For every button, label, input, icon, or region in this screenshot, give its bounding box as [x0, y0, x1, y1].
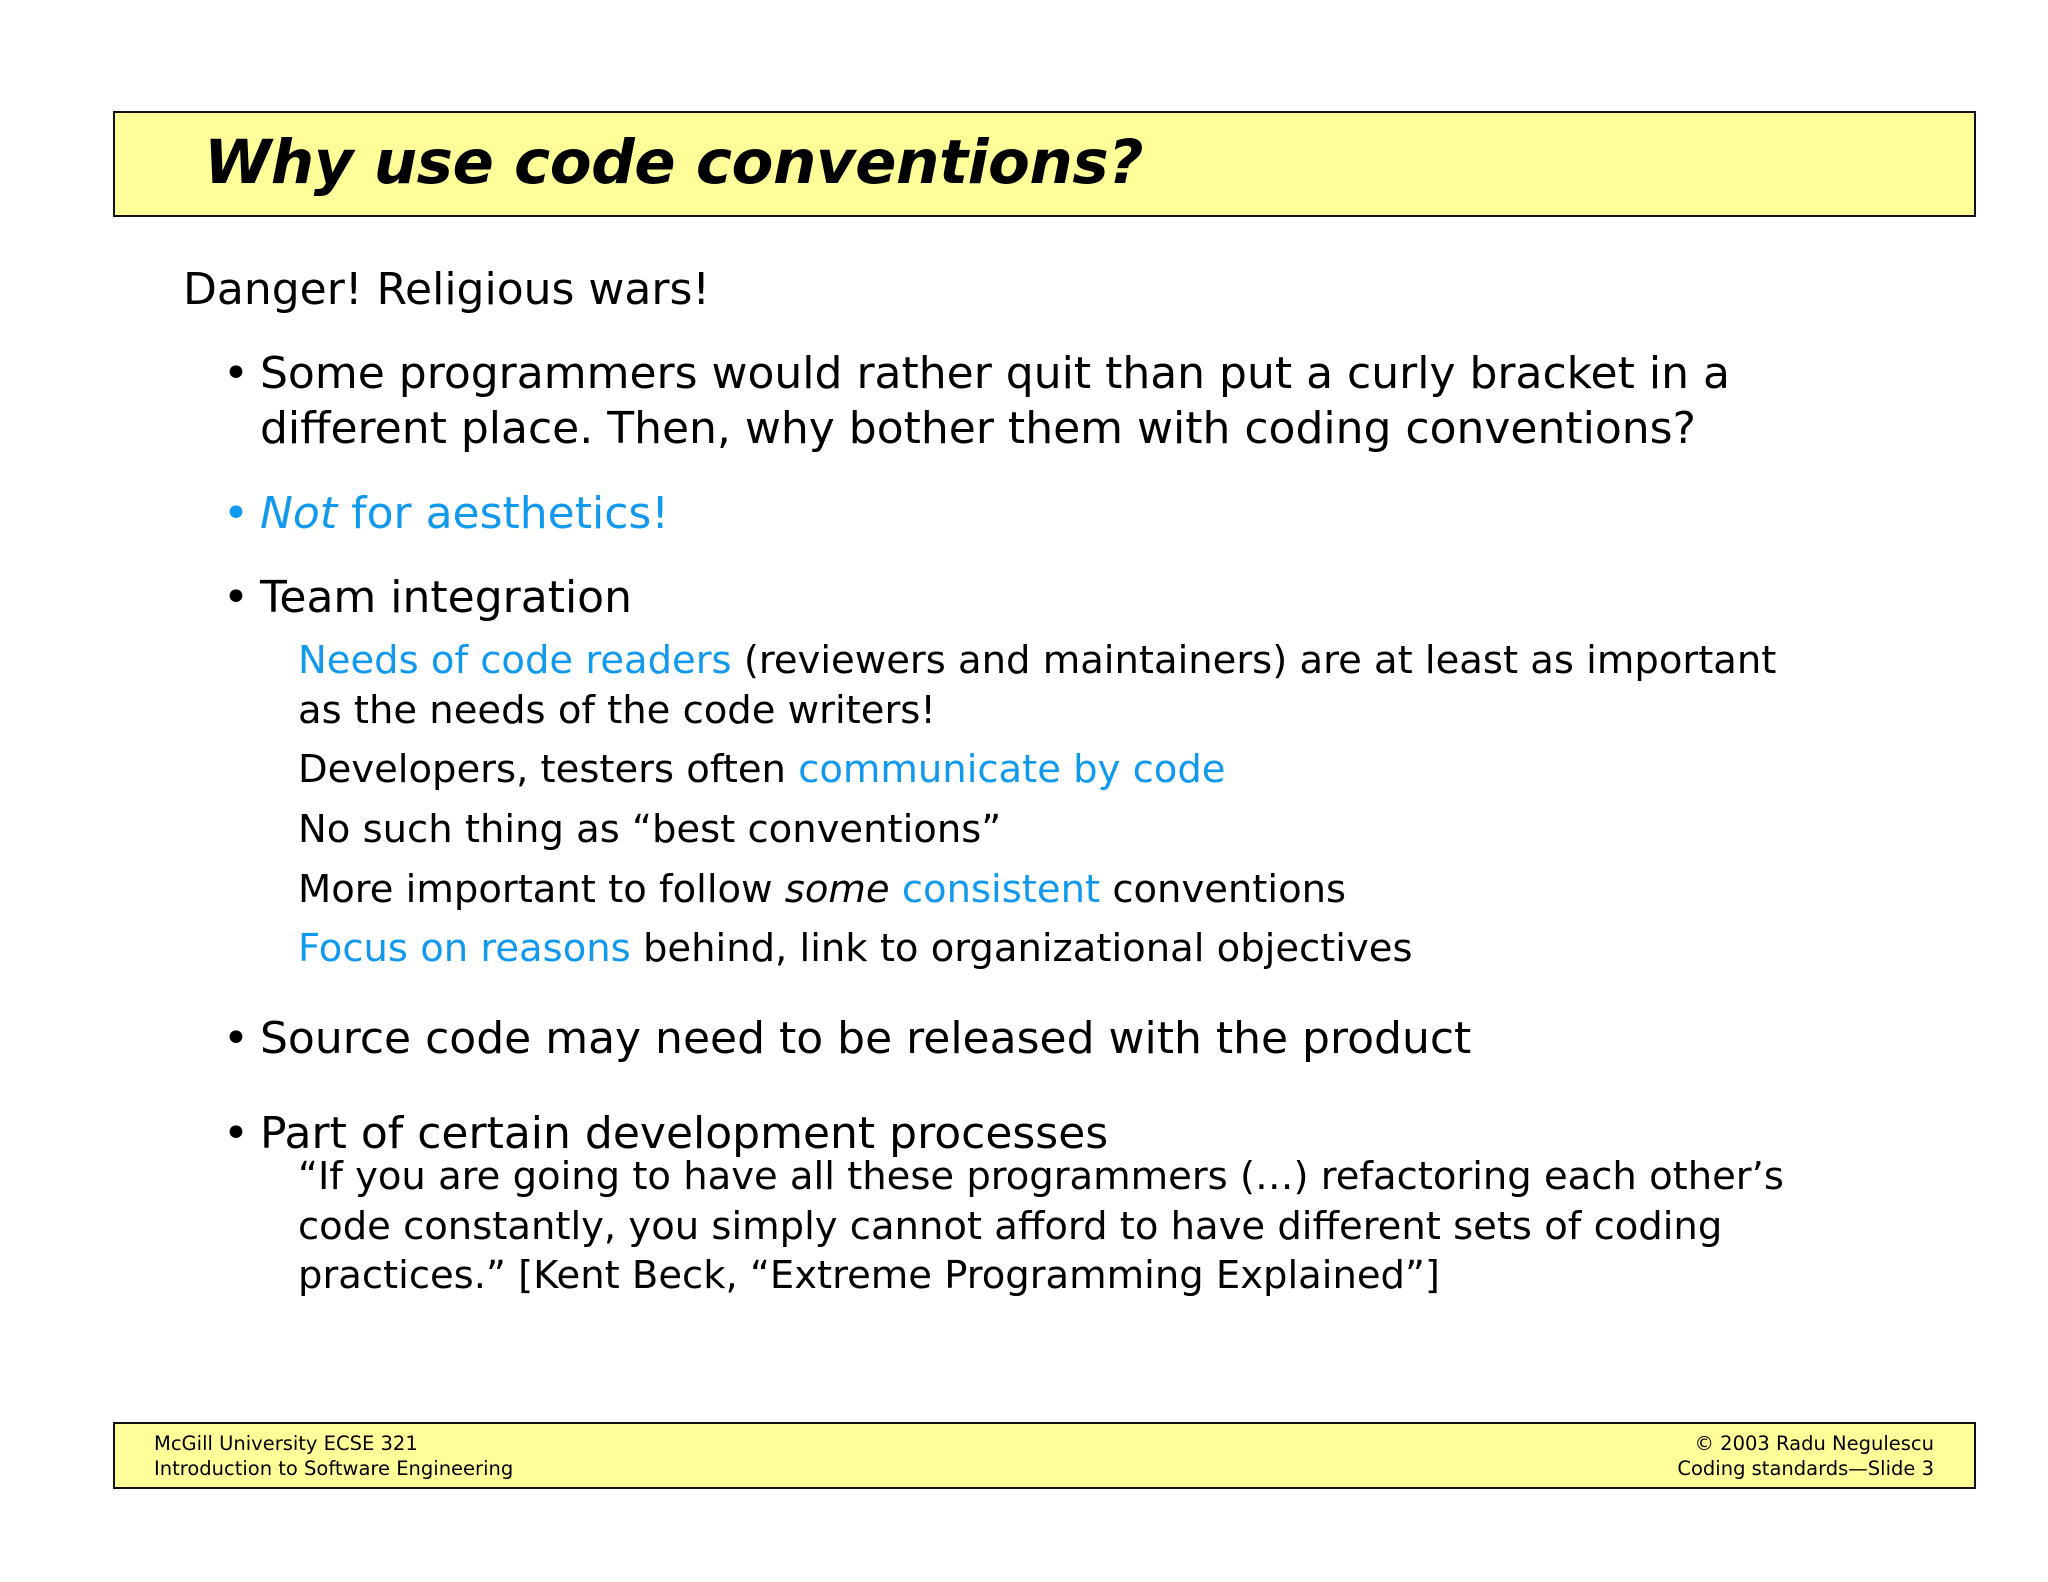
sub-item-4-text: More important to follow — [298, 867, 785, 912]
sub-item-3-text: No such thing as “best conventions” — [298, 807, 1002, 852]
footer-bar — [113, 1422, 1976, 1489]
sub-item-4 — [298, 865, 1346, 915]
bullet-icon: • — [223, 348, 249, 399]
sub-item-2-highlight: communicate by code — [798, 747, 1226, 792]
sub-item-4-italic: some — [784, 867, 890, 912]
bullet-icon: • — [223, 1013, 249, 1064]
sub-item-4-highlight: consistent — [901, 867, 1101, 912]
footer-right — [1677, 1431, 1934, 1481]
sub-item-5 — [298, 924, 1413, 974]
sub-item-5-highlight: Focus on reasons — [298, 926, 631, 971]
bullet-1 — [223, 347, 1730, 401]
bullet-1-line-2: different place. Then, why bother them with coding conventions? — [260, 403, 1696, 454]
intro-text: Danger! Religious wars! — [183, 264, 711, 315]
footer-copyright: © 2003 Radu Negulescu — [1694, 1432, 1934, 1455]
bullet-4 — [223, 1012, 1472, 1066]
sub-item-1-cont — [298, 686, 936, 736]
footer-left — [154, 1431, 513, 1481]
bullet-icon: • — [223, 572, 249, 623]
bullet-4-text: Source code may need to be released with the product — [260, 1013, 1472, 1064]
sub-item-1 — [298, 636, 1776, 686]
footer-course: McGill University ECSE 321 — [154, 1432, 418, 1455]
bullet-2-text: for aesthetics! — [337, 488, 669, 539]
bullet-2 — [223, 487, 669, 541]
sub-item-4-rest: conventions — [1100, 867, 1347, 912]
footer-course-title: Introduction to Software Engineering — [154, 1457, 514, 1480]
bullet-5-text: Part of certain development processes — [260, 1108, 1109, 1159]
sub-item-1-line-2: as the needs of the code writers! — [298, 688, 936, 733]
bullet-3-text: Team integration — [260, 572, 632, 623]
quote-line-3: practices.” [Kent Beck, “Extreme Programming Explained”] — [298, 1253, 1440, 1298]
bullet-icon: • — [223, 488, 249, 539]
sub-item-5-text: behind, link to organizational objectives — [630, 926, 1413, 971]
sub-item-2 — [298, 745, 1225, 795]
bullet-3 — [223, 571, 632, 625]
sub-item-4-space — [890, 867, 902, 912]
bullet-1-cont — [260, 402, 1696, 456]
bullet-2-emphasis: Not — [260, 488, 338, 539]
sub-item-1-highlight: Needs of code readers — [298, 638, 732, 683]
sub-item-1-text: (reviewers and maintainers) are at least as important — [731, 638, 1777, 683]
bullet-1-line-1: Some programmers would rather quit than put a curly bracket in a — [260, 348, 1730, 399]
title-bar — [113, 111, 1976, 217]
bullet-icon: • — [223, 1108, 249, 1159]
slide-title: Why use code conventions? — [204, 127, 1144, 198]
footer-slide-number: Coding standards—Slide 3 — [1677, 1457, 1934, 1480]
sub-item-2-text: Developers, testers often — [298, 747, 799, 792]
sub-item-3 — [298, 805, 1001, 855]
quote-line-2: code constantly, you simply cannot afford to have different sets of coding — [298, 1204, 1723, 1249]
quote-line-1: “If you are going to have all these programmers (…) refactoring each other’s — [298, 1154, 1784, 1199]
